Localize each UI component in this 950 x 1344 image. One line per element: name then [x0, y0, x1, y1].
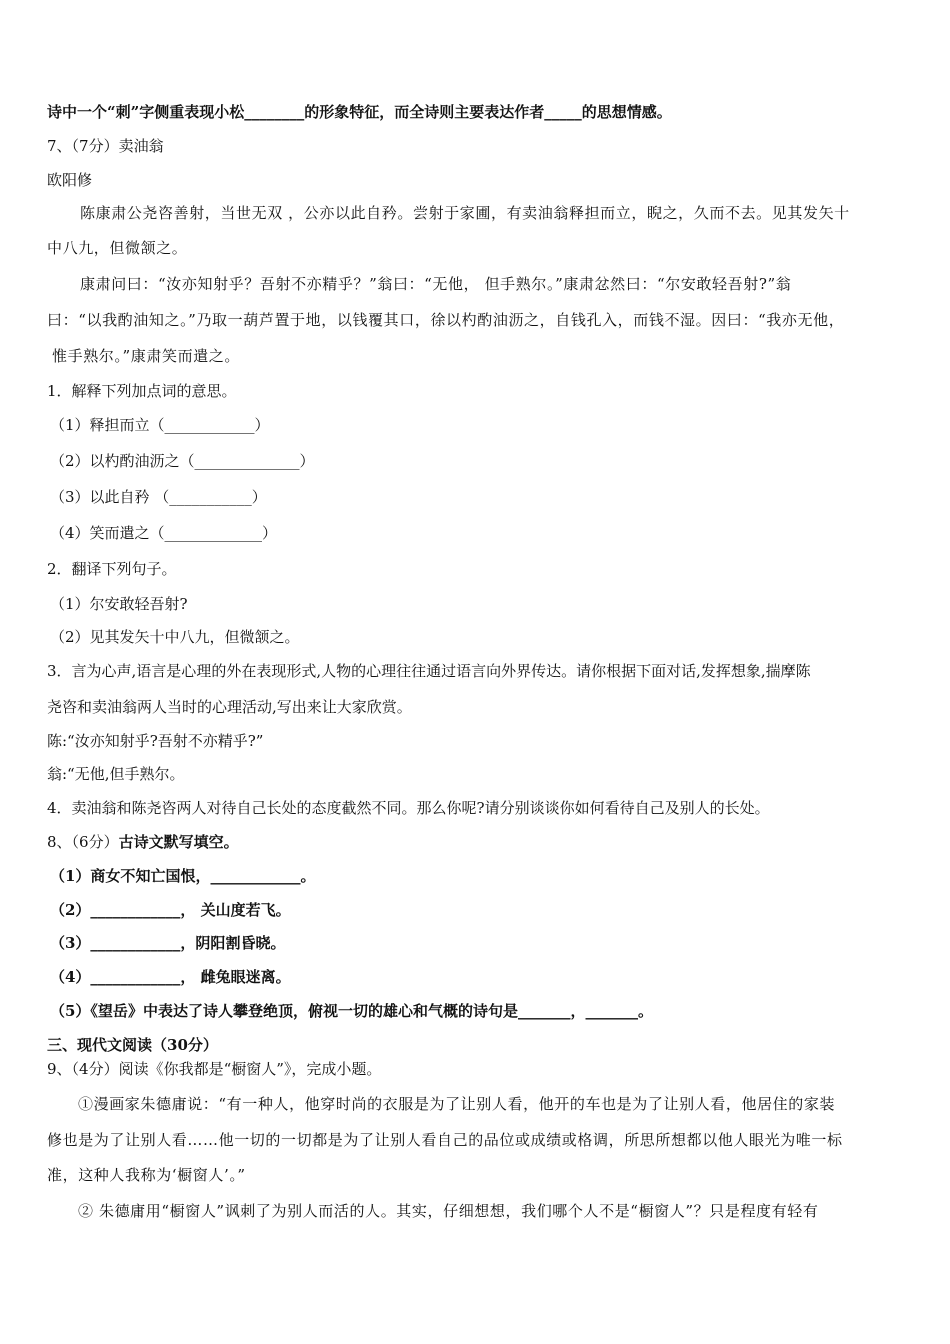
sub-q1-item2: （2）以杓酌油沥之（______________） — [50, 452, 315, 470]
q8-heading — [47, 832, 239, 852]
sub-q2-item1: （1）尔安敢轻吾射? — [50, 595, 188, 613]
dialogue-weng: 翁:“无他,但手熟尔。 — [47, 765, 185, 783]
passage-para1-line2: 中八九，但微颔之。 — [47, 239, 188, 257]
q8-item3: （3）____________，阴阳割昏晓。 — [50, 934, 286, 952]
q8-item1: （1）商女不知亡国恨，____________。 — [50, 867, 316, 885]
q8-number: 8、（6分） — [47, 833, 119, 851]
q7-title: 7、（7分）卖油翁 — [47, 137, 164, 155]
passage-para2-line3: 惟手熟尔。”康肃笑而遣之。 — [52, 347, 240, 365]
passage-para2-line1: 康肃问曰：“汝亦知射乎？吾射不亦精乎？”翁曰：“无他， 但手熟尔。”康肃忿然曰：“尔安敢轻吾射?”翁 — [80, 275, 792, 293]
q8-item4: （4）____________， 雌兔眼迷离。 — [50, 968, 291, 986]
sub-q1-item1: （1）释担而立（____________） — [50, 416, 270, 434]
sub-q3-line2: 尧咨和卖油翁两人当时的心理活动,写出来让大家欣赏。 — [47, 698, 412, 716]
passage-para1-line1: 陈康肃公尧咨善射，当世无双 ，公亦以此自矜。尝射于家圃，有卖油翁释担而立，睨之，久而不去。见其发矢十 — [80, 204, 850, 222]
sub-q2: 2．翻译下列句子。 — [47, 560, 177, 578]
poem-question-line: 诗中一个“刺”字侧重表现小松________的形象特征，而全诗则主要表达作者_____的思想情感。 — [47, 103, 672, 121]
q8-instruction: 古诗文默写填空。 — [118, 833, 239, 851]
sub-q1: 1．解释下列加点词的意思。 — [47, 382, 237, 400]
reading-para1-line3: 准，这种人我称为‘橱窗人’。” — [47, 1166, 246, 1184]
reading-para1-line2: 修也是为了让别人看……他一切的一切都是为了让别人看自己的品位或成绩或格调，所思所想都以他人眼光为唯一标 — [47, 1131, 843, 1149]
passage-para2-line2: 曰：“以我酌油知之。”乃取一葫芦置于地，以钱覆其口，徐以杓酌油沥之，自钱孔入，而钱不湿。因曰：“我亦无他， — [47, 311, 845, 329]
sub-q1-item4: （4）笑而遣之（_____________） — [50, 524, 278, 542]
sub-q3-line1: 3．言为心声,语言是心理的外在表现形式,人物的心理往往通过语言向外界传达。请你根据下面对话,发挥想象,揣摩陈 — [47, 662, 811, 680]
author: 欧阳修 — [47, 171, 93, 189]
q9-title: 9、（4分）阅读《你我都是“橱窗人”》，完成小题。 — [47, 1060, 382, 1078]
reading-para2-line1: ② 朱德庸用“橱窗人”讽刺了为别人而活的人。其实，仔细想想，我们哪个人不是“橱窗人”？只是程度有轻有 — [78, 1202, 819, 1220]
q8-item5: （5）《望岳》中表达了诗人攀登绝顶，俯视一切的雄心和气概的诗句是_______，_______。 — [50, 1002, 653, 1020]
reading-para1-line1: ①漫画家朱德庸说：“有一种人，他穿时尚的衣服是为了让别人看，他开的车也是为了让别人看，他居住的家装 — [78, 1095, 836, 1113]
dialogue-chen: 陈:“汝亦知射乎?吾射不亦精乎?” — [47, 732, 264, 750]
section-three-heading: 三、现代文阅读（30分） — [47, 1036, 218, 1054]
sub-q2-item2: （2）见其发矢十中八九，但微颔之。 — [50, 628, 300, 646]
q8-item2: （2）____________， 关山度若飞。 — [50, 901, 291, 919]
sub-q4: 4．卖油翁和陈尧咨两人对待自己长处的态度截然不同。那么你呢?请分别谈谈你如何看待自己及别人的长处。 — [47, 799, 770, 817]
sub-q1-item3: （3）以此自矜 （___________） — [50, 488, 267, 506]
